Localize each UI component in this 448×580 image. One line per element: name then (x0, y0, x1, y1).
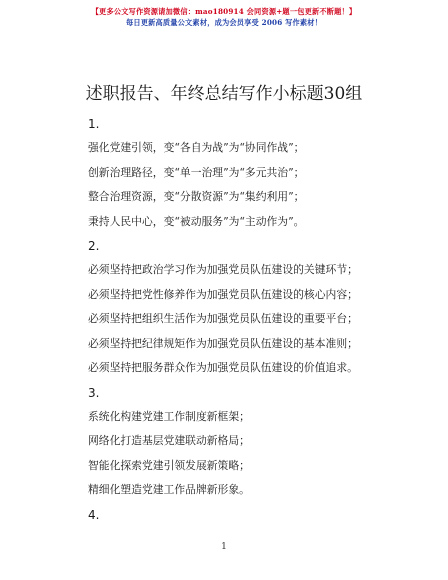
section-line: 必须坚持把纪律规矩作为加强党员队伍建设的基本准则； (88, 336, 358, 350)
section-line: 精细化塑造党建工作品牌新形象。 (88, 483, 250, 496)
promo-banner-line-2: 每日更新高质量公文素材，成为会员享受 2006 写作素材！ (125, 18, 323, 27)
section-number: 1. (88, 117, 100, 131)
section-number: 4. (88, 507, 100, 522)
section-number: 3. (88, 385, 100, 400)
section-3 (88, 381, 388, 503)
section-line: 强化党建引领，变“各自为战”为“协同作战”； (88, 141, 305, 154)
section-line: 必须坚持把党性修养作为加强党员队伍建设的核心内容； (88, 287, 358, 301)
section-line: 秉持人民中心，变“被动服务”为“主动作为”。 (88, 214, 305, 228)
section-line: 必须坚持把服务群众作为加强党员队伍建设的价值追求。 (88, 361, 358, 374)
section-line: 系统化构建党建工作制度新框架； (88, 409, 250, 423)
section-4 (88, 503, 388, 527)
document-body (88, 112, 388, 527)
section-line: 整合治理资源，变“分散资源”为“集约利用”； (88, 190, 305, 203)
section-line: 必须坚持把政治学习作为加强党员队伍建设的关键环节； (88, 263, 358, 276)
document-title: 述职报告、年终总结写作小标题30组 (85, 84, 363, 104)
section-line: 必须坚持把组织生活作为加强党员队伍建设的重要平台； (88, 312, 358, 325)
page-number: 1 (221, 542, 227, 552)
promo-banner (0, 6, 448, 28)
section-line: 网络化打造基层党建联动新格局； (88, 434, 250, 447)
section-number: 2. (88, 239, 100, 253)
section-2 (88, 234, 388, 381)
section-line: 创新治理路径，变“单一治理”为“多元共治”； (88, 165, 305, 179)
section-line: 智能化探索党建引领发展新策略； (88, 458, 250, 472)
promo-banner-line-1: 【更多公文写作资源请加微信：mao180914 会同资源+题一包更新不断题！】 (91, 7, 357, 16)
section-1 (88, 112, 388, 234)
